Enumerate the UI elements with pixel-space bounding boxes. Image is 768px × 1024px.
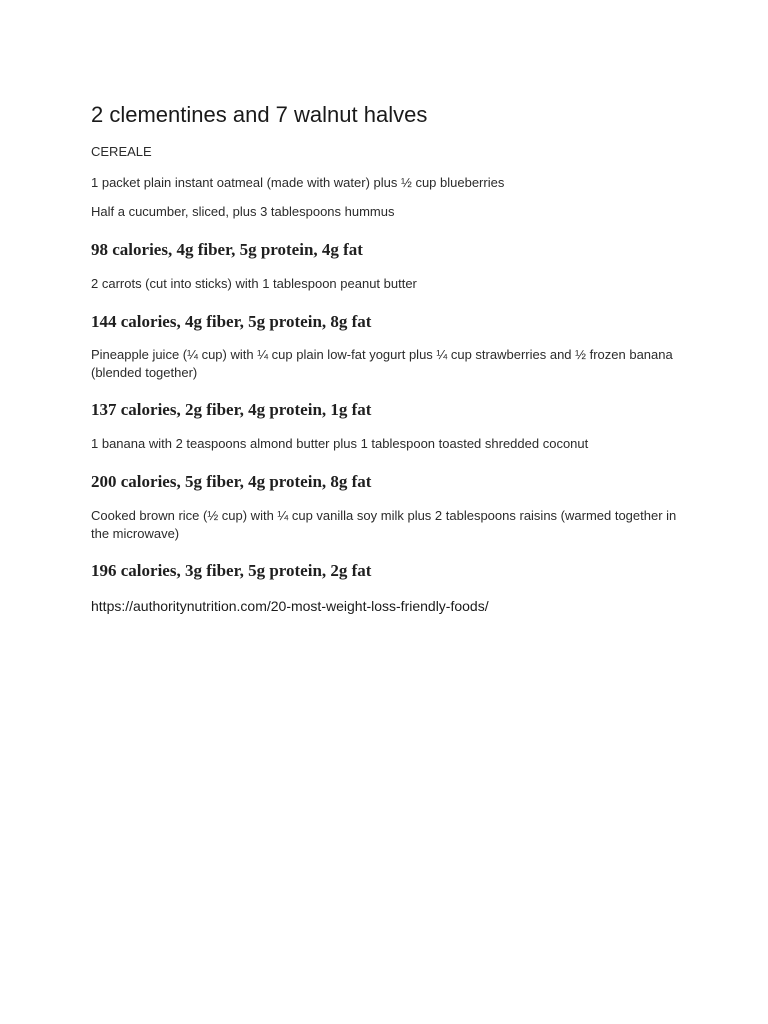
entry-description-1: 2 carrots (cut into sticks) with 1 tablespoon peanut butter (91, 276, 417, 291)
entry-description-2: Pineapple juice (¼ cup) with ¼ cup plain low-fat yogurt plus ¼ cup strawberries and ½ frozen banana (blended together) (91, 347, 673, 380)
text-line-cucumber: Half a cucumber, sliced, plus 3 tablespoons hummus (91, 204, 395, 219)
text-line-oatmeal: 1 packet plain instant oatmeal (made with water) plus ½ cup blueberries (91, 175, 505, 190)
nutrition-heading-1: 98 calories, 4g fiber, 5g protein, 4g fat (91, 240, 363, 259)
nutrition-heading-4: 200 calories, 5g fiber, 4g protein, 8g fat (91, 472, 372, 491)
section-label: CEREALE (91, 144, 152, 159)
nutrition-heading-2: 144 calories, 4g fiber, 5g protein, 8g fat (91, 312, 372, 331)
entry-description-4: Cooked brown rice (½ cup) with ¼ cup vanilla soy milk plus 2 tablespoons raisins (warmed together in the microwave) (91, 508, 677, 541)
source-url-link[interactable]: https://authoritynutrition.com/20-most-weight-loss-friendly-foods/ (91, 598, 489, 614)
nutrition-heading-3: 137 calories, 2g fiber, 4g protein, 1g fat (91, 400, 372, 419)
document-title: 2 clementines and 7 walnut halves (91, 102, 428, 127)
nutrition-heading-5: 196 calories, 3g fiber, 5g protein, 2g fat (91, 561, 372, 580)
entry-description-3: 1 banana with 2 teaspoons almond butter plus 1 tablespoon toasted shredded coconut (91, 436, 589, 451)
